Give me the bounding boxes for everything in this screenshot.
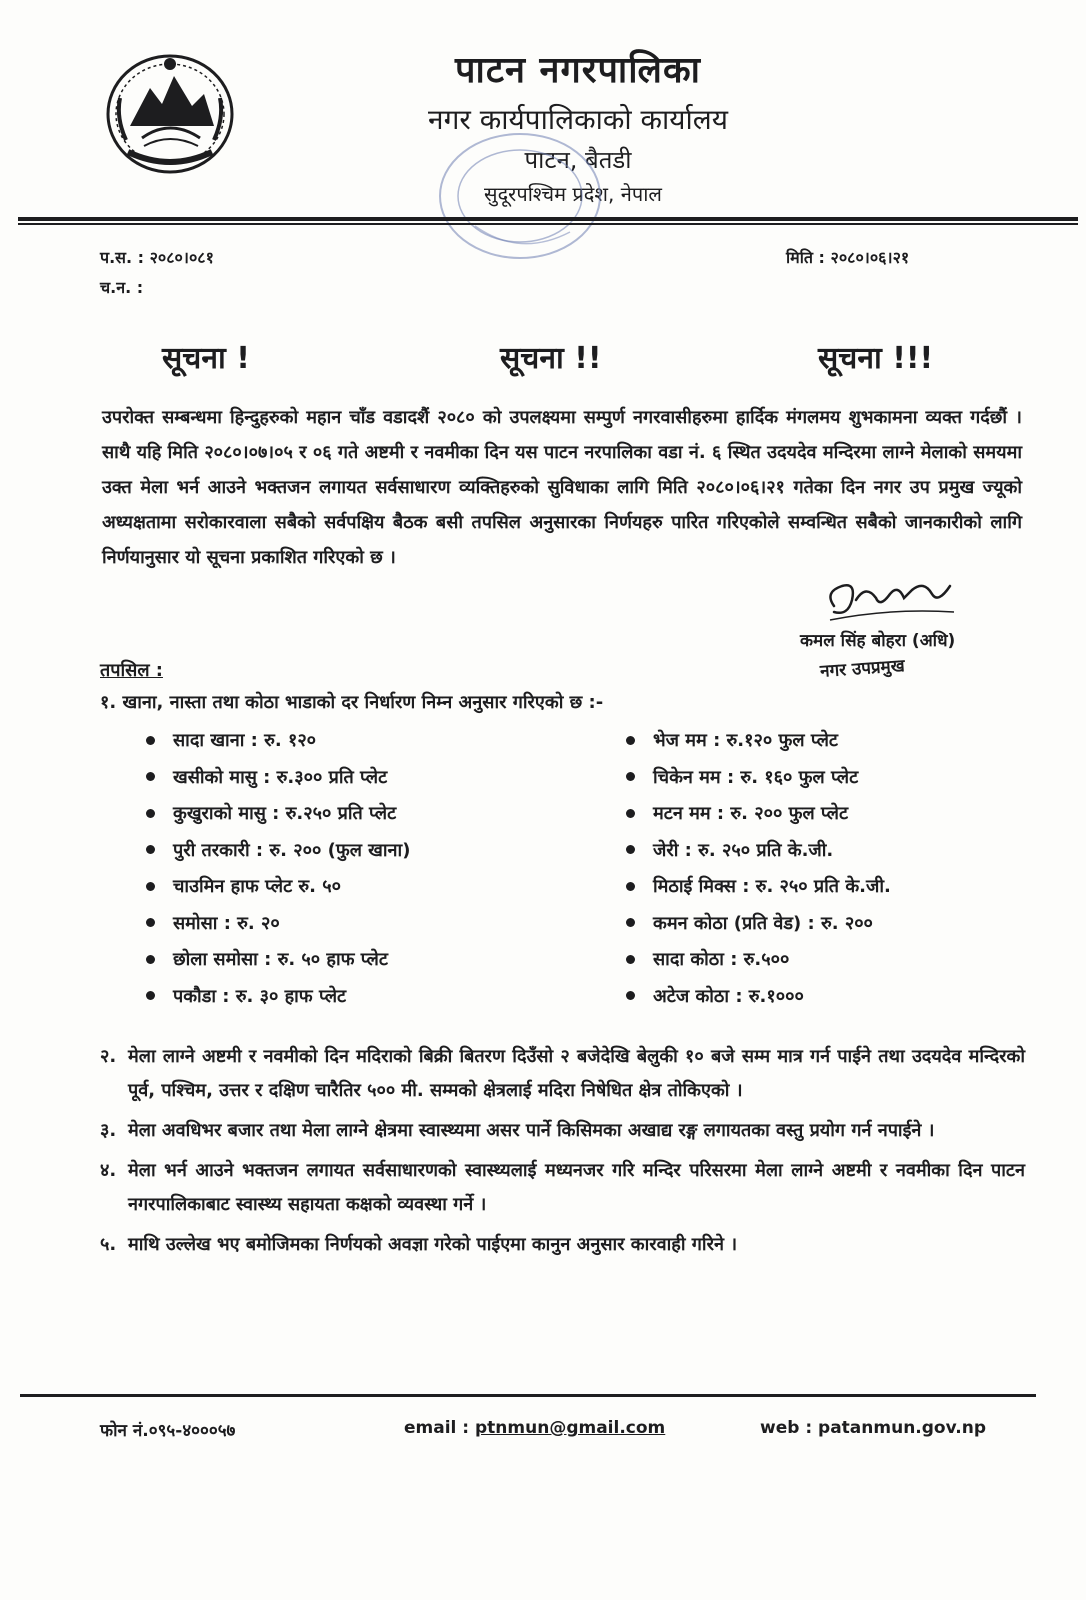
bullet-icon xyxy=(146,882,155,891)
bullet-icon xyxy=(626,882,635,891)
rates-list-right xyxy=(626,722,1046,1014)
rate-text: सादा कोठा : रु.५०० xyxy=(653,949,790,971)
rate-item xyxy=(626,868,1046,905)
decision-number: ३. xyxy=(100,1120,117,1141)
letterhead-title: पाटन नगरपालिका xyxy=(455,50,701,91)
rate-item xyxy=(626,795,1046,832)
decision-text: मेला लाग्ने अष्टमी र नवमीको दिन मदिराको बिक्री बितरण दिउँसो २ बजेदेखि बेलुकी १० बजे सम्म मात्र गर्न पाईने तथा उदयदेव मन्दिरको पूर्व, पश्चिम, उत्तर र दक्षिण चारैतिर ५०० मी. सम्मको क्षेत्रलाई मदिरा निषेधित क्षेत्र तोकिएको । xyxy=(128,1046,1025,1101)
decision-text: मेला भर्न आउने भक्तजन लगायत सर्वसाधारणको स्वास्थ्यलाई मध्यनजर गरि मन्दिर परिसरमा मेला लाग्ने अष्टमी र नवमीका दिन पाटन नगरपालिकाबाट स्वास्थ्य सहायता कक्षको व्यवस्था गर्ने । xyxy=(128,1160,1025,1215)
bullet-icon xyxy=(626,845,635,854)
bullet-icon xyxy=(146,809,155,818)
rate-text: पुरी तरकारी : रु. २०० (फुल खाना) xyxy=(173,839,411,861)
bullet-icon xyxy=(626,991,635,1000)
bullet-icon xyxy=(146,845,155,854)
letter-date: मिति : २०८०।०६।२१ xyxy=(786,248,910,267)
rate-item xyxy=(146,978,566,1015)
notice-heading-3: सूचना !!! xyxy=(818,341,934,376)
rate-item xyxy=(146,868,566,905)
rate-item xyxy=(626,722,1046,759)
office-stamp-icon xyxy=(435,128,605,263)
rate-item xyxy=(626,941,1046,978)
decision-1: १. खाना, नास्ता तथा कोठा भाडाको दर निर्धारण निम्न अनुसार गरिएको छ :- xyxy=(100,692,604,713)
rate-text: कुखुराको मासु : रु.२५० प्रति प्लेट xyxy=(173,803,397,825)
bullet-icon xyxy=(146,736,155,745)
rates-list-left xyxy=(146,722,566,1014)
footer-email-link[interactable]: ptnmun@gmail.com xyxy=(475,1418,666,1438)
header-divider-thin xyxy=(18,223,1078,225)
rate-text: अटेज कोठा : रु.१००० xyxy=(653,985,804,1007)
rate-text: समोसा : रु. २० xyxy=(173,912,280,934)
reference-number: प.स. : २०८०।०८१ xyxy=(100,248,214,267)
rate-text: चाउमिन हाफ प्लेट रु. ५० xyxy=(173,876,342,898)
signature-icon xyxy=(820,572,960,627)
rate-item xyxy=(626,905,1046,942)
rate-text: मिठाई मिक्स : रु. २५० प्रति के.जी. xyxy=(653,876,891,898)
letterhead-province: सुदूरपश्चिम प्रदेश, नेपाल xyxy=(484,182,662,206)
signatory-title: नगर उपप्रमुख xyxy=(819,656,906,682)
bullet-icon xyxy=(626,772,635,781)
decision-text: मेला अवधिभर बजार तथा मेला लाग्ने क्षेत्रमा स्वास्थ्यमा असर पार्ने किसिमका अखाद्य रङ्ग लगायतका वस्तु प्रयोग गर्न नपाईने । xyxy=(128,1120,935,1141)
bullet-icon xyxy=(626,955,635,964)
rate-text: खसीको मासु : रु.३०० प्रति प्लेट xyxy=(173,766,388,788)
rate-item xyxy=(146,722,566,759)
rate-text: मटन मम : रु. २०० फुल प्लेट xyxy=(653,803,849,825)
decision-number: ४. xyxy=(100,1160,117,1181)
decision-item xyxy=(100,1228,1025,1262)
rate-text: जेरी : रु. २५० प्रति के.जी. xyxy=(653,839,834,861)
annex-label: तपसिल : xyxy=(100,660,163,681)
bullet-icon xyxy=(146,918,155,927)
decision-text: माथि उल्लेख भए बमोजिमका निर्णयको अवज्ञा गरेको पाईएमा कानुन अनुसार कारवाही गरिने । xyxy=(128,1234,738,1255)
footer-phone: फोन नं.०९५-४०००५७ xyxy=(100,1421,236,1441)
footer-email-label: email : xyxy=(404,1418,476,1438)
rate-item xyxy=(146,795,566,832)
rate-text: पकौडा : रु. ३० हाफ प्लेट xyxy=(173,985,347,1007)
letterhead-subtitle: नगर कार्यपालिकाको कार्यालय xyxy=(428,103,728,136)
rate-text: भेज मम : रु.१२० फुल प्लेट xyxy=(653,730,838,752)
bullet-icon xyxy=(626,918,635,927)
footer-divider xyxy=(20,1394,1036,1397)
decision-item xyxy=(100,1040,1025,1108)
decision-item xyxy=(100,1154,1025,1222)
notice-heading-2: सूचना !! xyxy=(500,341,602,376)
decisions-list xyxy=(100,1040,1025,1268)
dispatch-number: च.न. : xyxy=(100,278,144,297)
letterhead-location: पाटन, बैतडी xyxy=(524,146,632,174)
header-divider xyxy=(18,217,1078,221)
bullet-icon xyxy=(626,809,635,818)
rate-item xyxy=(146,832,566,869)
bullet-icon xyxy=(146,991,155,1000)
decision-number: २. xyxy=(100,1046,117,1067)
bullet-icon xyxy=(146,772,155,781)
decision-item xyxy=(100,1114,1025,1148)
rate-text: सादा खाना : रु. १२० xyxy=(173,730,317,752)
rate-text: चिकेन मम : रु. १६० फुल प्लेट xyxy=(653,766,859,788)
notice-body: उपरोक्त सम्बन्धमा हिन्दुहरुको महान चाँड वडादशैं २०८० को उपलक्ष्यमा सम्पुर्ण नगरवासीहरुमा हार्दिक मंगलमय शुभकामना व्यक्त गर्दछौं । साथै यहि मिति २०८०।०७।०५ र ०६ गते अष्टमी र नवमीका दिन यस पाटन नरपालिका वडा नं. ६ स्थित उदयदेव मन्दिरमा लाग्ने मेलाको समयमा उक्त मेला भर्न आउने भक्तजन लगायत सर्वसाधारण व्यक्तिहरुको सुविधाका लागि मिति २०८०।०६।२१ गतेका दिन नगर उप प्रमुख ज्यूको अध्यक्षतामा सरोकारवाला सबैको सर्वपक्षिय बैठक बसी तपसिल अनुसारका निर्णयहरु पारित गरिएकोले सम्वन्धित सबैको जानकारीको लागि निर्णयानुसार यो सूचना प्रकाशित गरिएको छ । xyxy=(102,407,1022,568)
rate-item xyxy=(146,941,566,978)
rate-item xyxy=(146,759,566,796)
bullet-icon xyxy=(626,736,635,745)
rate-text: कमन कोठा (प्रति वेड) : रु. २०० xyxy=(653,912,873,934)
rate-item xyxy=(626,832,1046,869)
rate-text: छोला समोसा : रु. ५० हाफ प्लेट xyxy=(173,949,388,971)
signatory-name: कमल सिंह बोहरा (अधि) xyxy=(800,631,956,651)
rate-item xyxy=(146,905,566,942)
notice-heading-1: सूचना ! xyxy=(162,341,250,376)
footer-web[interactable]: web : patanmun.gov.np xyxy=(760,1418,987,1438)
decision-number: ५. xyxy=(100,1234,117,1255)
bullet-icon xyxy=(146,955,155,964)
rate-item xyxy=(626,978,1046,1015)
footer-email xyxy=(404,1418,665,1438)
rate-item xyxy=(626,759,1046,796)
